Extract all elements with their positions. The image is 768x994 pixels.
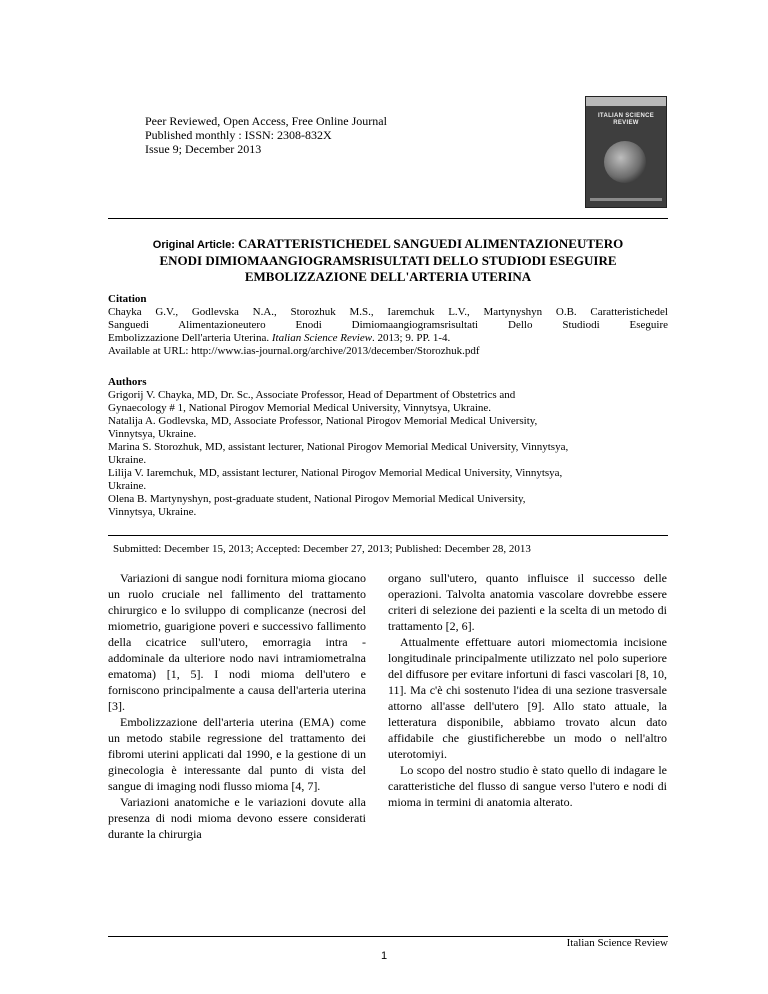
masthead-line: Issue 9; December 2013 xyxy=(145,142,262,156)
masthead-line: Peer Reviewed, Open Access, Free Online Journal xyxy=(145,114,387,128)
title-line: ENODI DIMIOMAANGIOGRAMSRISULTATI DELLO STUDIODI ESEGUIRE xyxy=(159,253,617,268)
author-line: Gynaecology # 1, National Pirogov Memorial Medical University, Vinnytsya, Ukraine. xyxy=(108,402,492,414)
citation-line: Chayka G.V., Godlevska N.A., Storozhuk M.S., Iaremchuk L.V., Martynyshyn O.B. Caratteristichedel xyxy=(108,306,668,318)
globe-icon xyxy=(604,141,646,183)
author-line: Vinnytsya, Ukraine. xyxy=(108,428,197,440)
paragraph: Attualmente effettuare autori miomectomia incisione longitudinale principalmente utilizzato nel polo superiore del diffusore per evitare infortuni di fasci vascolari [8, 10, 11]. Ma c'è chi sostenuto l'idea di una sezione trasversale attorno all'asse dell'utero [9]. Allo stato attuale, la letteratura disponibile, abbiamo trovato alcun dato affidabile che giustificherebbe un modo o nell'altro uterotomiyi. xyxy=(388,635,667,761)
citation-text: Embolizzazione Dell'arteria Uterina. xyxy=(108,332,272,344)
citation-line: Sanguedi Alimentazioneutero Enodi Dimiomaangiogramsrisultati Dello Studiodi Eseguire xyxy=(108,319,668,331)
cover-title-line: ITALIAN SCIENCE xyxy=(597,113,655,119)
paragraph: Variazioni di sangue nodi fornitura mioma giocano un ruolo cruciale nel fallimento del trattamento chirurgico e lo sviluppo di complicanze (necrosi del miometrio, guarigione poveri e successivo fallimento della cicatrice sull'utero, emorragia intra - addominale da ulteriore nodo navi intramiometralna ematoma) [1, 5]. I nodi mioma dell'utero e forniscono principalmente a causa dell'arteria uterina [3]. xyxy=(108,571,366,713)
author-line: Lilija V. Iaremchuk, MD, assistant lecturer, National Pirogov Memorial Medical University, Vinnytsya, xyxy=(108,467,563,479)
journal-cover-image xyxy=(585,96,667,208)
title-line: EMBOLIZZAZIONE DELL'ARTERIA UTERINA xyxy=(244,269,532,284)
body-column-left xyxy=(108,570,366,842)
paragraph: Embolizzazione dell'arteria uterina (EMA) come un metodo stabile regressione del trattamento dei fibromi uterini applicati dal 1990, e la gestione di un ginecologia è interessante dal punto di vista del sangue di imaging nodi flusso mioma [4, 7]. xyxy=(108,715,366,793)
author-line: Olena B. Martynyshyn, post-graduate student, National Pirogov Memorial Medical University, xyxy=(108,493,526,505)
author-line: Vinnytsya, Ukraine. xyxy=(108,506,197,518)
citation-url: Available at URL: http://www.ias-journal.org/archive/2013/december/Storozhuk.pdf xyxy=(108,345,480,357)
publication-dates: Submitted: December 15, 2013; Accepted: December 27, 2013; Published: December 28, 2013 xyxy=(113,543,531,555)
authors-heading: Authors xyxy=(108,376,147,388)
author-line: Ukraine. xyxy=(108,454,147,466)
citation-journal: Italian Science Review xyxy=(271,332,373,344)
authors-section xyxy=(108,376,668,519)
cover-footer-bar xyxy=(590,198,662,201)
title-line: CARATTERISTICHEDEL SANGUEDI ALIMENTAZIONEUTERO xyxy=(237,236,624,251)
journal-masthead xyxy=(145,114,387,156)
author-line: Natalija A. Godlevska, MD, Associate Professor, National Pirogov Memorial Medical University, xyxy=(108,415,538,427)
author-line: Grigorij V. Chayka, MD, Dr. Sc., Associate Professor, Head of Department of Obstetrics and xyxy=(108,389,516,401)
citation-section xyxy=(108,293,668,358)
section-divider xyxy=(108,535,668,536)
paragraph: Lo scopo del nostro studio è stato quello di indagare le caratteristiche del flusso di sangue verso l'utero e nodi di mioma in termini di anatomia alterato. xyxy=(388,763,667,809)
body-column-right xyxy=(388,570,667,810)
author-line: Marina S. Storozhuk, MD, assistant lecturer, National Pirogov Memorial Medical University, Vinnytsya, xyxy=(108,441,569,453)
cover-band xyxy=(586,97,666,106)
author-line: Ukraine. xyxy=(108,480,147,492)
citation-text: . 2013; 9. PP. 1-4. xyxy=(372,332,451,344)
cover-title xyxy=(586,113,666,127)
footer-journal-name: Italian Science Review xyxy=(566,937,668,949)
header-divider xyxy=(108,218,668,219)
cover-title-line: REVIEW xyxy=(613,120,639,126)
citation-heading: Citation xyxy=(108,293,147,305)
page-number: 1 xyxy=(380,950,388,962)
citation-line xyxy=(108,332,668,345)
paragraph: Variazioni anatomiche e le variazioni dovute alla presenza di nodi mioma devono essere considerati durante la chirurgia xyxy=(108,795,366,841)
article-type-label: Original Article: xyxy=(152,239,238,251)
paragraph: organo sull'utero, quanto influisce il successo delle operazioni. Talvolta anatomia vascolare dovrebbe essere criteri di selezione dei pazienti e la scelta di un metodo di trattamento [2, 6]. xyxy=(388,571,667,633)
masthead-line: Published monthly : ISSN: 2308-832X xyxy=(145,128,332,142)
article-title xyxy=(108,236,668,285)
